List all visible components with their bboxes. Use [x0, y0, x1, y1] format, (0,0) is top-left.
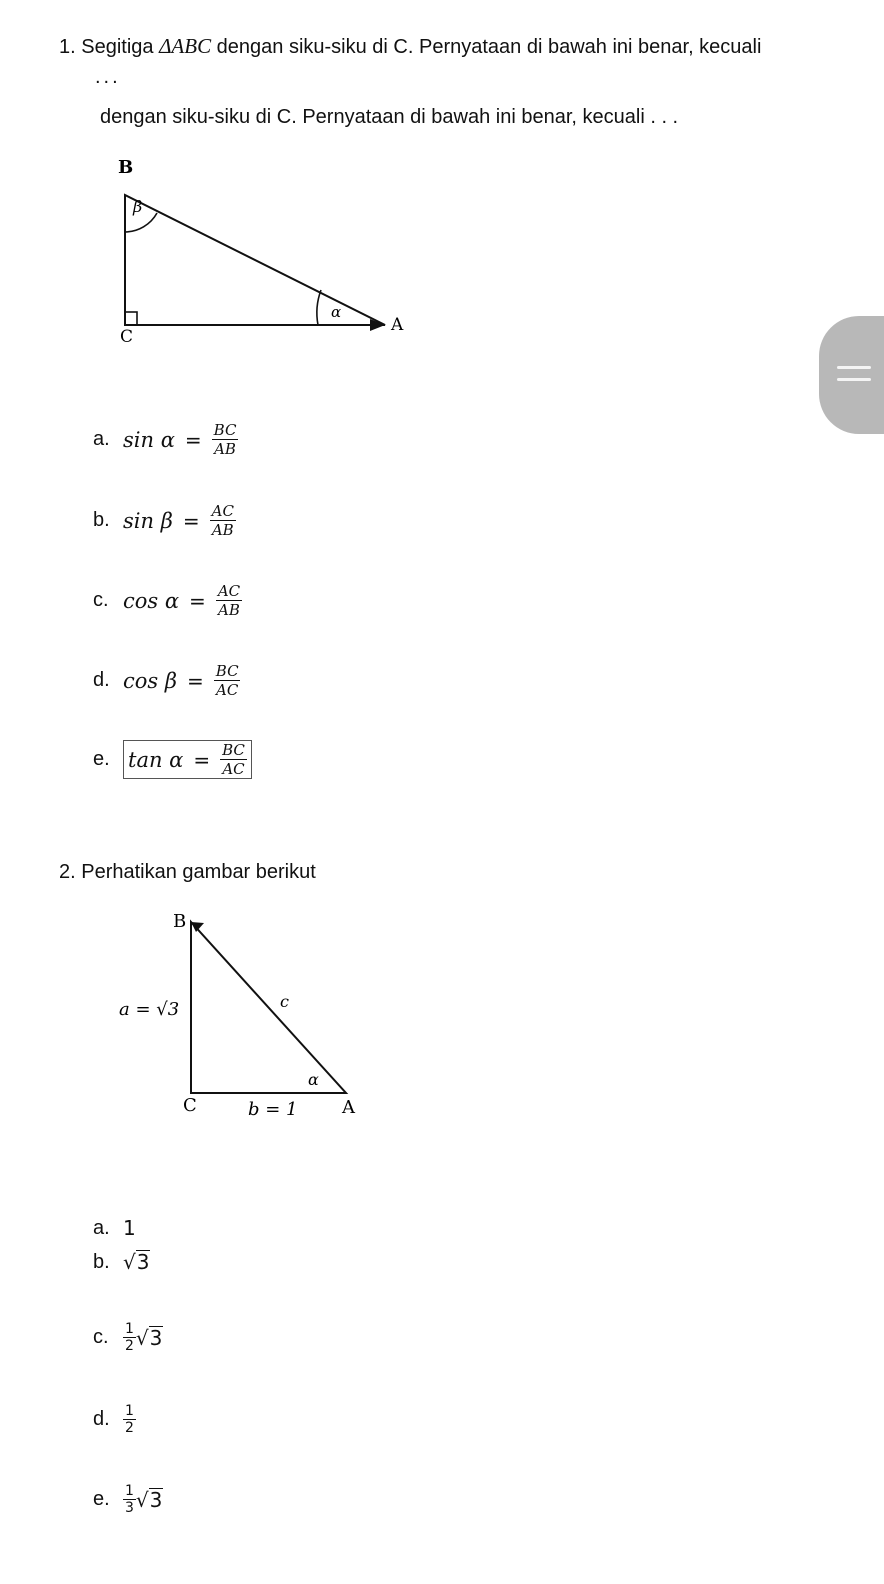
- q1-number: 1.: [59, 36, 76, 58]
- option-sqrt: [123, 1250, 150, 1274]
- q1-triangle-figure: [100, 150, 420, 350]
- sqrt-symbol: √: [135, 1487, 149, 1512]
- option-value: 1: [123, 1216, 136, 1240]
- fraction-denominator: AB: [218, 601, 240, 619]
- fraction-denominator: AB: [211, 521, 234, 539]
- q2-option-d[interactable]: [93, 1403, 136, 1436]
- q1-title-rest: dengan siku-siku di C. Pernyataan di bawah ini benar, kecuali: [216, 36, 762, 58]
- option-function: cos α: [123, 588, 180, 613]
- fraction-numerator: AC: [211, 502, 234, 520]
- q1-right-angle: [125, 312, 137, 325]
- option-e-box: [123, 740, 252, 779]
- q1-title: [59, 34, 761, 59]
- q2-label-c: C: [183, 1095, 197, 1116]
- fraction-numerator: BC: [213, 421, 237, 439]
- option-fraction: [123, 1483, 136, 1516]
- option-letter: e.: [93, 1488, 110, 1510]
- option-function: tan α: [128, 747, 184, 772]
- q1-title-math: ΔABC: [159, 34, 212, 58]
- q2-label-a-side: a = √3: [119, 999, 180, 1020]
- q1-alpha-arc: [317, 290, 321, 325]
- equals-sign: =: [193, 747, 211, 772]
- option-letter: c.: [93, 589, 109, 611]
- q1-label-b: B: [118, 157, 134, 178]
- option-letter: b.: [93, 1250, 110, 1273]
- q2-option-b[interactable]: [93, 1250, 150, 1274]
- fraction-numerator: 1: [125, 1321, 134, 1337]
- option-function: sin β: [123, 508, 173, 533]
- q1-option-e[interactable]: [93, 740, 252, 779]
- fraction-denominator: 2: [125, 1338, 134, 1354]
- q2-option-e[interactable]: [93, 1483, 163, 1516]
- q1-label-a: A: [391, 315, 404, 335]
- q1-repeat-line: dengan siku-siku di C. Pernyataan di bawah ini benar, kecuali . . .: [100, 106, 679, 128]
- equals-sign: =: [182, 508, 200, 533]
- fraction-numerator: AC: [217, 582, 241, 600]
- option-letter: d.: [93, 669, 110, 691]
- option-fraction: [210, 502, 236, 539]
- q1-option-c[interactable]: [93, 582, 242, 619]
- q2-title: 2. Perhatikan gambar berikut: [59, 861, 316, 883]
- option-letter: c.: [93, 1326, 109, 1348]
- q2-label-alpha: α: [308, 1070, 319, 1089]
- scroll-handle-grip-bottom: [837, 378, 871, 381]
- q1-label-beta: β: [133, 197, 143, 216]
- q2-label-a: A: [342, 1097, 355, 1118]
- fraction-numerator: BC: [222, 741, 245, 759]
- q2-option-c[interactable]: [93, 1321, 163, 1354]
- q1-option-d[interactable]: [93, 662, 241, 699]
- q2-triangle-figure: [110, 905, 370, 1125]
- fraction-denominator: 2: [125, 1420, 134, 1436]
- scroll-handle[interactable]: [819, 316, 884, 434]
- fraction-denominator: AC: [222, 760, 245, 778]
- sqrt-radicand: 3: [149, 1325, 163, 1350]
- q1-label-alpha: α: [331, 303, 342, 321]
- q1-ellipsis: ...: [95, 66, 121, 88]
- option-function: cos β: [123, 668, 177, 693]
- q2-label-b: B: [173, 911, 187, 932]
- equals-sign: =: [189, 588, 206, 613]
- q1-title-prefix: Segitiga: [81, 36, 154, 58]
- fraction-numerator: BC: [215, 662, 239, 680]
- option-fraction: [212, 421, 239, 458]
- option-fraction: [220, 741, 247, 778]
- option-fraction: [216, 582, 242, 619]
- option-letter: e.: [93, 748, 110, 770]
- scroll-handle-grip-top: [837, 366, 871, 369]
- sqrt-symbol: √: [123, 1250, 136, 1274]
- option-fraction: [214, 662, 241, 699]
- sqrt-radicand: 3: [136, 1250, 150, 1274]
- fraction-numerator: 1: [125, 1483, 134, 1499]
- option-sqrt: [136, 1326, 163, 1350]
- fraction-numerator: 1: [125, 1403, 134, 1419]
- q1-label-c: C: [120, 327, 134, 347]
- option-letter: a.: [93, 1216, 110, 1239]
- option-fraction: [123, 1403, 136, 1436]
- option-letter: a.: [93, 428, 110, 450]
- q1-triangle: [125, 195, 385, 325]
- q1-option-b[interactable]: [93, 502, 236, 539]
- q2-option-a[interactable]: [93, 1216, 136, 1240]
- option-function: sin α: [123, 427, 175, 452]
- q2-label-b-side: b = 1: [248, 1099, 298, 1120]
- equals-sign: =: [184, 427, 202, 452]
- q2-label-c-side: c: [280, 992, 289, 1011]
- option-letter: d.: [93, 1408, 110, 1430]
- fraction-denominator: 3: [125, 1500, 134, 1516]
- sqrt-symbol: √: [135, 1325, 149, 1350]
- option-fraction: [123, 1321, 136, 1354]
- fraction-denominator: AC: [216, 681, 239, 699]
- q2-triangle: [191, 922, 346, 1093]
- q1-option-a[interactable]: [93, 421, 238, 458]
- sqrt-radicand: 3: [149, 1487, 163, 1512]
- fraction-denominator: AB: [214, 440, 236, 458]
- option-sqrt: [136, 1488, 163, 1512]
- equals-sign: =: [187, 668, 204, 693]
- option-letter: b.: [93, 509, 110, 531]
